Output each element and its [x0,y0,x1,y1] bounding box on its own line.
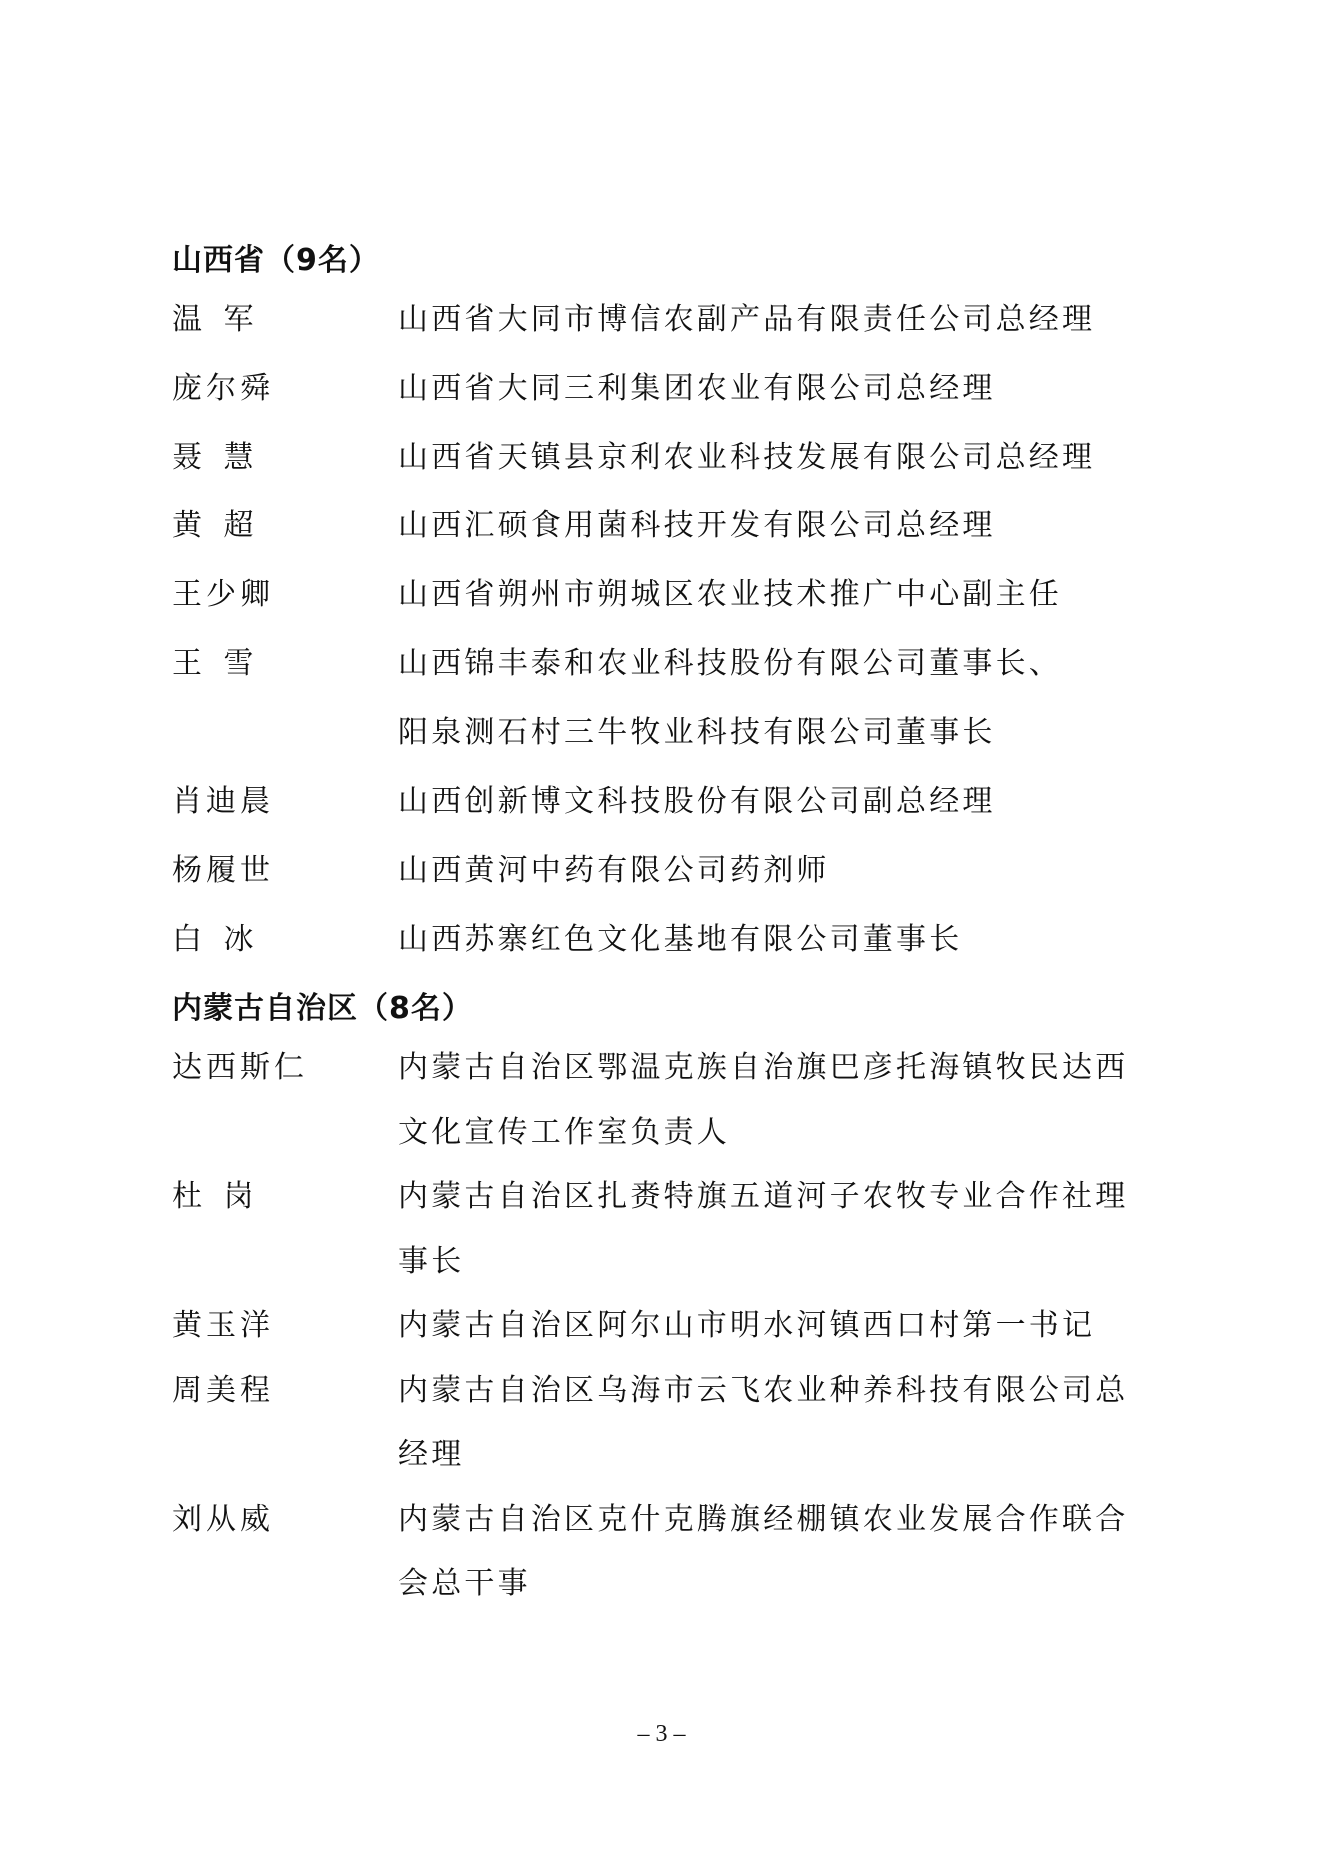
entry-name: 肖迪晨 [172,784,274,819]
section-heading-shanxi: 山西省（9名） [172,243,380,278]
entry-description-continuation: 事长 [398,1244,465,1279]
section-heading-inner-mongolia: 内蒙古自治区（8名） [172,991,473,1026]
entry-name: 王 雪 [172,646,260,681]
entry-name: 杜 岗 [172,1179,260,1214]
entry-name: 王少卿 [172,577,274,612]
entry-description: 山西苏寨红色文化基地有限公司董事长 [398,922,963,957]
entry-description: 山西省大同市博信农副产品有限责任公司总经理 [398,302,1096,337]
entry-name: 黄玉洋 [172,1308,274,1343]
entry-description-continuation: 会总干事 [398,1566,531,1601]
entry-name: 达西斯仁 [172,1050,308,1085]
entry-description: 山西省大同三利集团农业有限公司总经理 [398,371,996,406]
entry-description: 内蒙古自治区克什克腾旗经棚镇农业发展合作联合 [398,1502,1129,1537]
entry-description: 山西省天镇县京利农业科技发展有限公司总经理 [398,440,1096,475]
page-number: – 3 – [637,1721,686,1747]
entry-description-continuation: 文化宣传工作室负责人 [398,1115,730,1150]
entry-description: 内蒙古自治区扎赉特旗五道河子农牧专业合作社理 [398,1179,1129,1214]
entry-description: 山西黄河中药有限公司药剂师 [398,853,830,888]
entry-description: 内蒙古自治区阿尔山市明水河镇西口村第一书记 [398,1308,1096,1343]
entry-name: 黄 超 [172,508,260,543]
entry-description: 内蒙古自治区鄂温克族自治旗巴彦托海镇牧民达西 [398,1050,1129,1085]
entry-name: 周美程 [172,1373,274,1408]
entry-name: 刘从威 [172,1502,274,1537]
entry-name: 庞尔舜 [172,371,274,406]
entry-description: 山西创新博文科技股份有限公司副总经理 [398,784,996,819]
entry-description: 山西汇硕食用菌科技开发有限公司总经理 [398,508,996,543]
entry-name: 温 军 [172,302,260,337]
entry-name: 白 冰 [172,922,260,957]
entry-description-continuation: 经理 [398,1437,465,1472]
entry-name: 聂 慧 [172,440,260,475]
entry-name: 杨履世 [172,853,274,888]
entry-description-continuation: 阳泉测石村三牛牧业科技有限公司董事长 [398,715,996,750]
entry-description: 山西省朔州市朔城区农业技术推广中心副主任 [398,577,1062,612]
entry-description: 山西锦丰泰和农业科技股份有限公司董事长、 [398,646,1062,681]
entry-description: 内蒙古自治区乌海市云飞农业种养科技有限公司总 [398,1373,1129,1408]
